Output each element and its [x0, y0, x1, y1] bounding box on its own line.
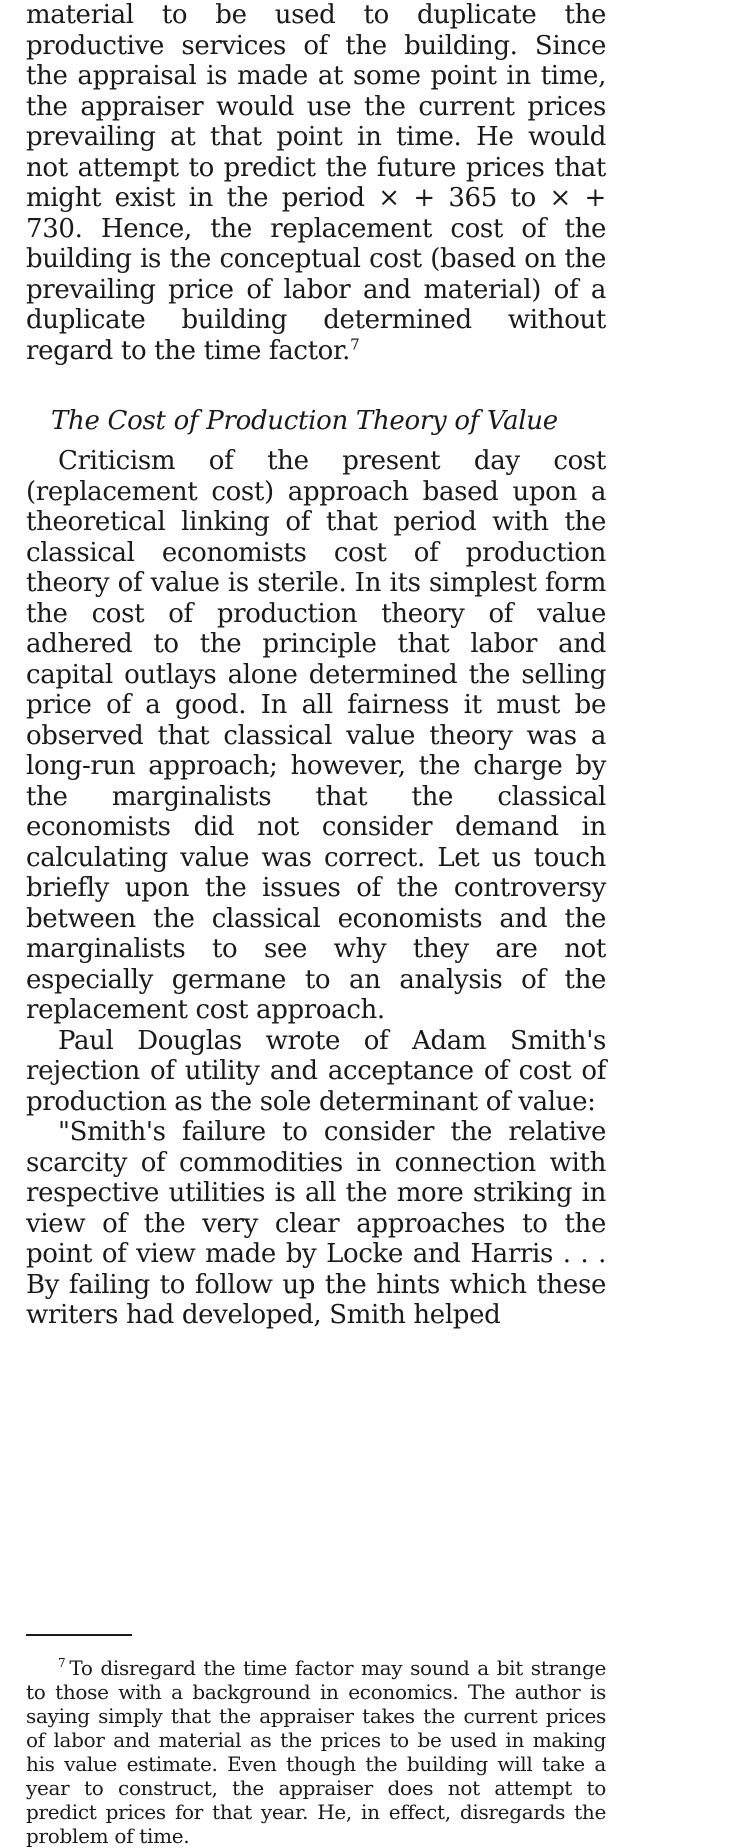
footnote-mark: 7: [58, 1656, 66, 1671]
paragraph-douglas: Paul Douglas wrote of Adam Smith's rejection of utility and acceptance of cost of production as the sole determinant of value:: [26, 1025, 606, 1117]
paragraph-continued-text: material to be used to duplicate the productive services of the building. Since the appraisal is made at some point in time, the appraiser would use the current prices prevailing at that point in time. He would not attempt to predict the future prices that might exist in the period × + 365 to × + 730. Hence, the replacement cost of the building is the conceptual cost (based on the prevailing price of labor and material) of a duplicate building determined without regard to the time factor.: [26, 0, 606, 366]
paragraph-quotation: "Smith's failure to consider the relative scarcity of commodities in connection with respective utilities is all the more striking in view of the very clear approaches to the point of view made by Locke and Harris . . . By failing to follow up the hints which these writers had developed, Smith helped: [26, 1117, 606, 1330]
paragraph-continued: [26, 0, 606, 366]
page-body: [26, 0, 606, 1331]
section-heading: The Cost of Production Theory of Value: [51, 406, 558, 436]
paragraph-criticism: Criticism of the present day cost (replacement cost) approach based upon a theoretical linking of that period with the classical economists cost of production theory of value is sterile. In its simplest form the cost of production theory of value adhered to the principle that labor and capital outlays alone determined the selling price of a good. In all fairness it must be observed that classical value theory was a long-run approach; however, the charge by the marginalists that the classical economists did not consider demand in calculating value was correct. Let us touch briefly upon the issues of the controversy between the classical economists and the marginalists to see why they are not especially germane to an analysis of the replacement cost approach.: [26, 446, 606, 1025]
footnote-divider: [26, 1634, 132, 1636]
footnote: [26, 1656, 606, 1848]
footnote-reference: 7: [350, 334, 360, 353]
main-column: [26, 0, 606, 1331]
footnote-text: To disregard the time factor may sound a bit strange to those with a background in economics. The author is saying simply that the appraiser takes the current prices of labor and material as the prices to be used in making his value estimate. Even though the building will take a year to construct, the appraiser does not attempt to predict prices for that year. He, in effect, disregards the problem of time.: [26, 1656, 606, 1848]
